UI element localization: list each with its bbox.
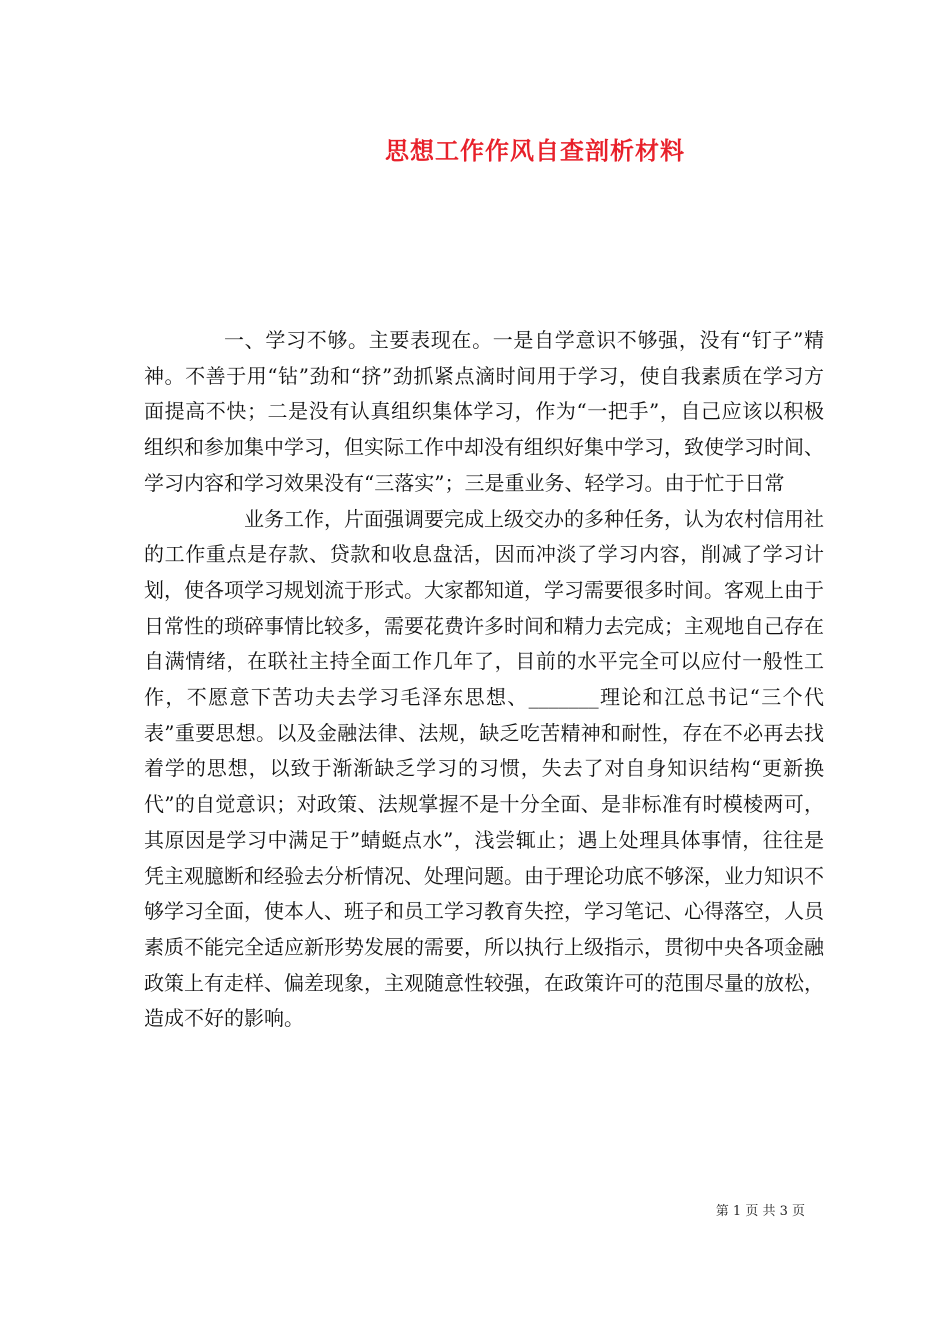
page-number: 第 1 页 共 3 页 bbox=[715, 1204, 805, 1219]
paragraph-1: 一、学习不够。主要表现在。一是自学意识不够强，没有“钉子”精神。不善于用“钻”劲和“挤”劲抓紧点滴时间用于学习，使自我素质在学习方面提高不快；二是没有认真组织集体学习，作为“一把手”，自己应该以积极组织和参加集中学习，但实际工作中却没有组织好集中学习，致使学习时间、学习内容和学习效果没有“三落实”；三是重业务、轻学习。由于忙于日常 bbox=[144, 328, 824, 495]
paragraph-2: 业务工作，片面强调要完成上级交办的多种任务，认为农村信用社的工作重点是存款、贷款和收息盘活，因而冲淡了学习内容，削减了学习计划，使各项学习规划流于形式。大家都知道，学习需要很多时间。客观上由于日常性的琐碎事情比较多，需要花费许多时间和精力去完成；主观地自己存在自满情绪，在联社主持全面工作几年了，目前的水平完全可以应付一般性工作，不愿意下苦功夫去学习毛泽东思想、_______理论和江总书记“三个代表”重要思想。以及金融法律、法规，缺乏吃苦精神和耐性，存在不必再去找着学的思想，以致于渐渐缺乏学习的习惯，失去了对自身知识结构“更新换代”的自觉意识；对政策、法规掌握不是十分全面、是非标准有时模棱两可，其原因是学习中满足于”蜻蜓点水”，浅尝辄止；遇上处理具体事情，往往是凭主观臆断和经验去分析情况、处理问题。由于理论功底不够深，业力知识不够学习全面，使本人、班子和员工学习教育失控，学习笔记、心得落空，人员素质不能完全适应新形势发展的需要，所以执行上级指示，贯彻中央各项金融政策上有走样、偏差现象，主观随意性较强，在政策许可的范围尽量的放松，造成不好的影响。 bbox=[144, 506, 824, 1031]
document-body bbox=[144, 323, 824, 1037]
document-title: 思想工作作风自查剖析材料 bbox=[385, 136, 685, 165]
